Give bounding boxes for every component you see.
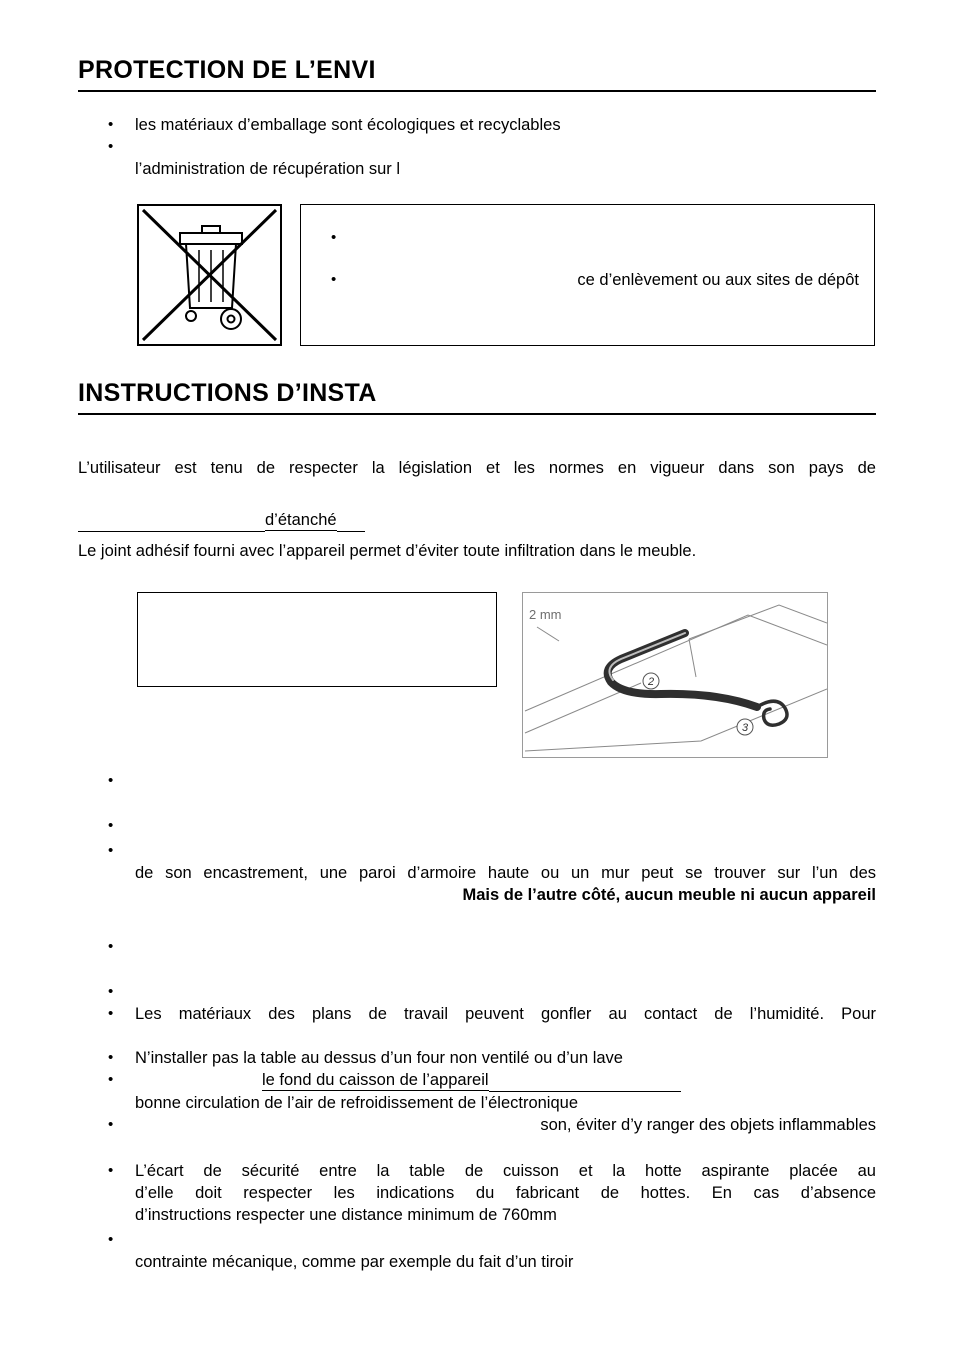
- list-item: [78, 936, 876, 958]
- empty-note-box: [137, 592, 497, 687]
- underline-blank: [78, 513, 265, 532]
- bullet-icon: •: [108, 1231, 114, 1248]
- title-rule: [78, 413, 876, 415]
- bullet-text-empty: [135, 770, 876, 792]
- bullet-icon: •: [108, 1005, 114, 1022]
- diagram-step-3: 3: [741, 722, 749, 734]
- bullet-text-recyclable: les matériaux d’emballage sont écologiques et recyclables: [135, 116, 561, 134]
- list-item: [78, 815, 876, 837]
- disposal-info-box: [300, 204, 875, 346]
- ecart-line-3: d’instructions respecter une distance minimum de 760mm: [135, 1206, 557, 1224]
- bullet-text-four: N’installer pas la table au dessus d’un four non ventilé ou d’un lave: [135, 1049, 623, 1067]
- ecart-line-2: d’elle doit respecter les indications du fabricant de hottes. En cas d’absence: [135, 1184, 876, 1202]
- bullet-text-empty: [135, 840, 876, 862]
- bullet-text-empty: [135, 936, 876, 958]
- bullet-icon: •: [108, 1049, 114, 1066]
- bullet-icon: •: [108, 1116, 114, 1133]
- list-item: [78, 1003, 876, 1025]
- title-rule: [78, 90, 876, 92]
- continuation-encastrement: de son encastrement, une paroi d’armoire haute ou un mur peut se trouver sur l’un des: [135, 864, 876, 882]
- bullet-text-depot: ce d’enlèvement ou aux sites de dépôt: [577, 271, 859, 289]
- seal-subheading-text: d’étanché: [265, 511, 337, 529]
- continuation-administration: l’administration de récupération sur l: [135, 160, 401, 178]
- seal-application-diagram: [522, 592, 828, 758]
- list-item: [78, 136, 876, 158]
- bullet-icon: •: [108, 116, 114, 133]
- bullet-text-fond: [135, 1069, 876, 1092]
- continuation-fond: bonne circulation de l’air de refroidissement de l’électronique: [135, 1094, 579, 1112]
- list-item: [78, 1160, 876, 1226]
- diagram-step-2: 2: [647, 676, 655, 688]
- bullet-icon: •: [108, 1071, 114, 1088]
- bullet-text-inflammables: son, éviter d’y ranger des objets inflammables: [540, 1116, 876, 1134]
- seal-subheading: [78, 509, 876, 532]
- bullet-text-ecart: [135, 1160, 876, 1226]
- underline-blank: [489, 1073, 681, 1092]
- bullet-icon: •: [108, 1162, 114, 1179]
- list-item: [78, 981, 876, 1003]
- bullet-text-empty: [135, 136, 876, 158]
- continuation-encastrement-bold: Mais de l’autre côté, aucun meuble ni aucun appareil: [462, 886, 876, 904]
- underline-blank: [337, 513, 365, 532]
- weee-symbol-box: [137, 204, 282, 346]
- list-item: [331, 269, 859, 291]
- bullet-icon: •: [108, 938, 114, 955]
- seal-diagram-drawing: [523, 593, 827, 757]
- continuation-contrainte: contrainte mécanique, comme par exemple du fait d’un tiroir: [135, 1253, 574, 1271]
- bullet-icon: •: [331, 271, 337, 288]
- bullet-text-empty: [135, 981, 876, 1003]
- bullet-icon: •: [108, 817, 114, 834]
- list-item: [78, 1069, 876, 1092]
- bullet-icon: •: [108, 772, 114, 789]
- intro-paragraph: L’utilisateur est tenu de respecter la législation et les normes en vigueur dans son pays de: [78, 459, 876, 477]
- list-item: [331, 227, 859, 249]
- seal-figure-row: [137, 592, 876, 758]
- diagram-measure-label: 2 mm: [529, 607, 562, 622]
- bullet-icon: •: [108, 983, 114, 1000]
- ecart-line-1: L’écart de sécurité entre la table de cuisson et la hotte aspirante placée au: [135, 1162, 876, 1180]
- installation-bullet-list: [78, 770, 876, 1273]
- bullet-icon: •: [108, 842, 114, 859]
- seal-paragraph: Le joint adhésif fourni avec l’appareil permet d’éviter toute infiltration dans le meuble.: [78, 542, 697, 560]
- bullet-icon: •: [331, 229, 337, 246]
- environment-bullet-list: [78, 114, 876, 180]
- disposal-row: [137, 204, 876, 346]
- section-title-environment: PROTECTION DE L’ENVI: [78, 56, 376, 84]
- weee-crossed-bin-icon: [139, 206, 280, 344]
- list-item: [78, 1229, 876, 1251]
- section-title-installation: INSTRUCTIONS D’INSTA: [78, 379, 377, 407]
- bullet-text-empty: [135, 1229, 876, 1251]
- bullet-text-empty: [358, 227, 859, 249]
- bullet-icon: •: [108, 138, 114, 155]
- list-item: [78, 114, 876, 136]
- list-item: [78, 770, 876, 792]
- list-item: [78, 1114, 876, 1136]
- fond-underlined-text: le fond du caisson de l’appareil: [262, 1071, 489, 1089]
- bullet-text-materiaux: Les matériaux des plans de travail peuvent gonfler au contact de l’humidité. Pour: [135, 1005, 876, 1023]
- bullet-text-empty: [135, 815, 876, 837]
- list-item: [78, 840, 876, 862]
- list-item: [78, 1047, 876, 1069]
